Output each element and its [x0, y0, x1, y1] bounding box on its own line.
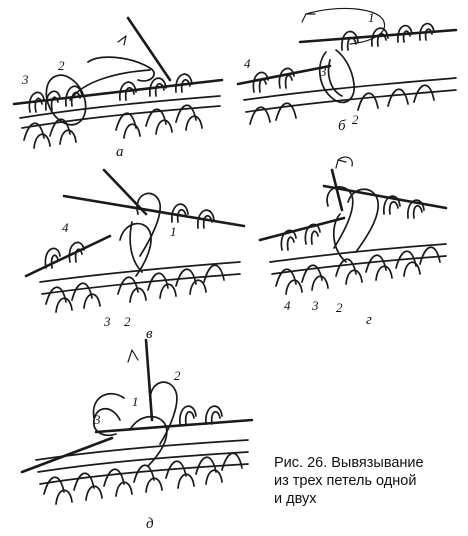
panel-b-label-3: 3	[320, 64, 327, 79]
panel-d-label-3: 3	[94, 412, 101, 427]
panel-v-label-2: 2	[124, 314, 131, 329]
panel-v-label-1: 1	[170, 224, 177, 239]
panel-g-arrow-icon	[336, 157, 352, 168]
panel-v-right-needle	[64, 196, 244, 226]
panel-b-label-2: 2	[352, 112, 359, 127]
panel-g-label-4: 4	[284, 298, 291, 313]
panel-a-letter: а	[116, 144, 124, 160]
panel-g-left-needle	[260, 218, 344, 240]
panel-d-arrow-icon	[128, 350, 138, 362]
panel-v-label-4: 4	[62, 220, 69, 235]
panel-g-diagram	[260, 157, 446, 328]
panel-v-stitch-loops	[40, 193, 240, 312]
panel-d-top-needle	[146, 340, 152, 420]
panel-d-label-1: 1	[132, 394, 139, 409]
panel-v-diagram	[26, 170, 244, 342]
panel-b-diagram	[238, 8, 456, 134]
caption-line-2: из трех петель одной	[274, 473, 417, 489]
panel-d-right-needle	[96, 420, 252, 432]
panel-a-left-needle	[14, 80, 222, 104]
caption-line-3: и двух	[274, 491, 317, 507]
panel-a-stitch-loops	[20, 57, 220, 148]
panel-g-label-3: 3	[312, 298, 319, 313]
panel-d-letter: д	[146, 516, 154, 532]
panel-a-label-2: 2	[58, 58, 65, 73]
panel-b-label-1: 1	[368, 10, 375, 25]
figure-caption	[274, 454, 464, 508]
panel-d-stitch-loops	[36, 382, 248, 504]
panel-b-stitch-loops	[244, 24, 456, 124]
panel-v-left-needle	[26, 236, 110, 276]
panel-a-label-3: 3	[22, 72, 29, 87]
panel-g-letter: г	[366, 312, 372, 328]
panel-b-label-4: 4	[244, 56, 251, 71]
panel-d-diagram	[22, 340, 252, 532]
panel-b-left-needle	[238, 66, 330, 84]
caption-line-1: Рис. 26. Вывязывание	[274, 455, 424, 471]
panel-v-letter: в	[146, 326, 153, 342]
panel-a-arrow-icon	[118, 36, 126, 45]
panel-v-label-3: 3	[104, 314, 111, 329]
panel-a-diagram	[14, 18, 222, 160]
panel-b-letter: б	[338, 118, 346, 134]
panel-g-label-2: 2	[336, 300, 343, 315]
panel-d-label-2: 2	[174, 368, 181, 383]
